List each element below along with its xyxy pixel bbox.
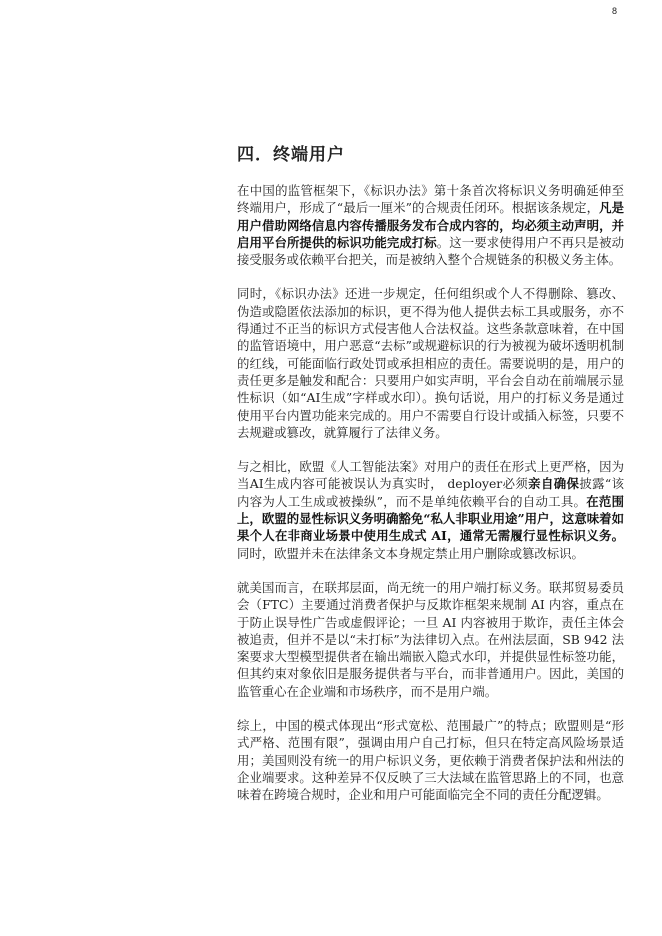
paragraph-eu xyxy=(237,458,624,562)
text: 同时，《标识办法》还进一步规定，任何组织或个人不得删除、篡改、伪造或隐匿依法添加的标识，更不得为他人提供去标工具或服务，亦不得通过不正当的标识方式侵害他人合法权益。这些条款意味着，在中国的监管语境中，用户恶意“去标”或规避标识的行为被视为破坏透明机制的红线，可能面临行政处罚或承担相应的责任。需要说明的是，用户的责任更多是触发和配合：只要用户如实声明，平台会自动在前端展示显性标识（如“AI生成”字样或水印）。换句话说，用户的打标义务是通过使用平台内置功能来完成的。用户不需要自行设计或插入标签，只要不去规避或篡改，就算履行了法律义务。 xyxy=(237,286,624,440)
text: 。这一要求使得用户不再只是被动接受服务或依赖平台把关，而是被纳入整个合规链条的积极义务主体。 xyxy=(237,234,625,268)
text: 在中国的监管框架下，《标识办法》第十条首次将标识义务明确延伸至终端用户，形成了“最后一厘米”的合规责任闭环。根据该条规定， xyxy=(237,183,624,216)
paragraph-china-prohibitions xyxy=(237,285,624,441)
text: 同时，欧盟并未在法律条文本身规定禁止用户删除或篡改标识。 xyxy=(237,545,584,561)
page-number: 8 xyxy=(612,6,618,16)
text: 综上，中国的模式体现出“形式宽松、范围最广”的特点；欧盟则是“形式严格、范围有限”，强调由用户自己打标，但只在特定高风险场景适用；美国则没有统一的用户标识义务，更依赖于消费者保护法和州法的企业端要求。这种差异不仅反映了三大法域在监管思路上的不同，也意味着在跨境合规时，企业和用户可能面临完全不同的责任分配逻辑。 xyxy=(237,718,624,803)
paragraph-summary xyxy=(237,717,624,803)
document-body xyxy=(237,182,624,821)
text: 与之相比，欧盟《人工智能法案》对用户的责任在形式上更严格，因为当AI生成内容可能被误认为真实时， deployer必须 xyxy=(237,459,624,492)
text: 就美国而言，在联邦层面，尚无统一的用户端打标义务。联邦贸易委员会（FTC）主要通过消费者保护与反欺诈框架来规制 AI 内容，重点在于防止误导性广告或虚假评论；一旦 AI 内容被用于欺诈，责任主体会被追责，但并不是以“未打标”为法律切入点。在州法层面，SB 942 法案要求大型模型提供者在输出端嵌入隐式水印，并提供显性标签功能，但其约束对象依旧是服务提供者与平台，而非普通用户。因此，美国的监管重心在企业端和市场秩序，而不是用户端。 xyxy=(237,579,624,699)
paragraph-china-users xyxy=(237,182,624,268)
section-heading: 四．终端用户 xyxy=(237,145,345,165)
bold-text: 凡是用户借助网络信息内容传播服务发布合成内容的，均必须主动声明，并启用平台所提供的标识功能完成打标 xyxy=(237,200,625,250)
text: 披露“该内容为人工生成或被操纵”，而不是单纯依赖平台的自动工具。 xyxy=(237,476,624,509)
bold-text: 在范围上，欧盟的显性标识义务明确豁免“私人非职业用途”用户，这意味着如果个人在非商业场景中使用生成式 AI，通常无需履行显性标识义务。 xyxy=(237,493,625,544)
bold-text: 亲自确保 xyxy=(528,476,580,492)
paragraph-us xyxy=(237,579,624,700)
